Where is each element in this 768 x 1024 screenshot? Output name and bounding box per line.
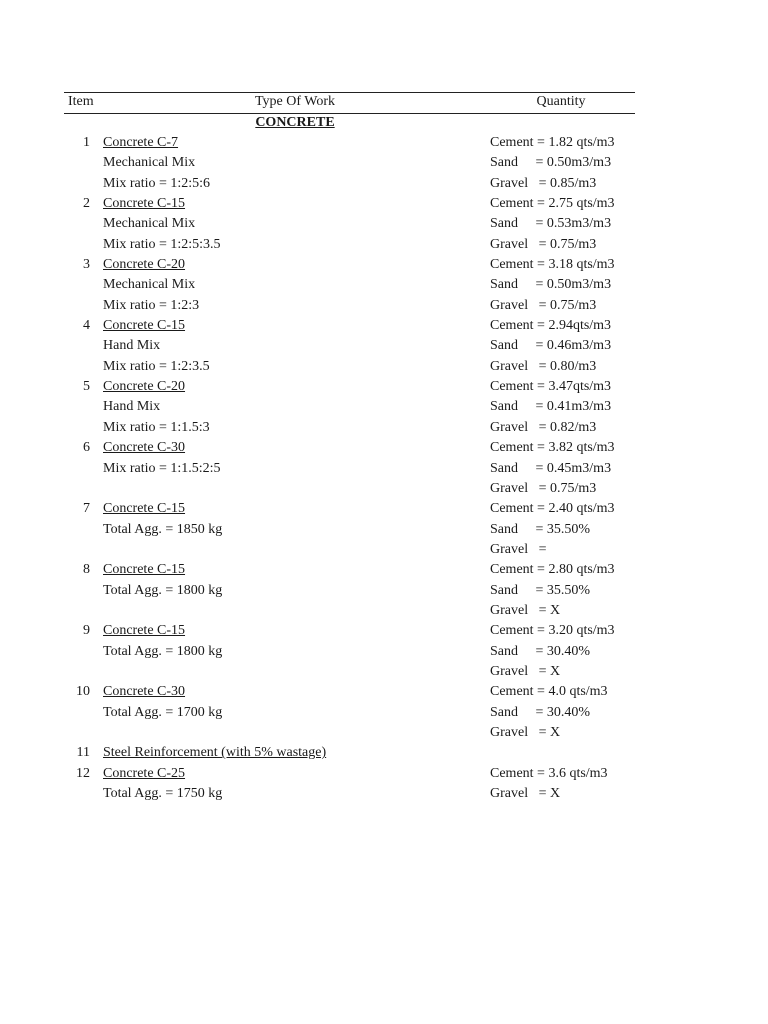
quantity-value: Gravel = 0.75/m3 [490,297,597,313]
item-number: 4 [83,318,90,334]
work-description: Total Agg. = 1700 kg [103,704,223,720]
work-description: Concrete C-20 [103,257,186,273]
table-row [0,153,768,173]
quantity-value: Sand = 0.50m3/m3 [490,277,612,293]
work-description: Total Agg. = 1750 kg [103,786,223,801]
table-row [0,540,768,560]
work-description: Total Agg. = 1800 kg [103,643,223,659]
work-description: Mechanical Mix [103,216,196,232]
header-item: Item [68,94,94,109]
table-row [0,499,768,519]
table-row [0,316,768,336]
work-description: Concrete C-30 [103,440,186,456]
quantity-value: Sand = 35.50% [490,582,591,598]
quantity-value: Sand = 0.45m3/m3 [490,460,612,476]
quantity-value: Gravel = 0.80/m3 [490,358,597,374]
quantity-value: Cement = 2.40 qts/m3 [490,501,615,517]
table-row [0,174,768,194]
table-row [0,235,768,255]
quantity-value: Sand = 0.41m3/m3 [490,399,612,415]
item-number: 1 [83,135,90,150]
work-description: Concrete C-15 [103,623,186,639]
quantity-value: Cement = 3.20 qts/m3 [490,623,615,639]
work-description: Mix ratio = 1:1.5:2:5 [103,460,221,476]
work-description: Concrete C-30 [103,684,186,700]
table-row [0,418,768,438]
header-quantity: Quantity [536,94,586,109]
section-title: CONCRETE [255,115,335,130]
table-row [0,336,768,356]
quantity-value: Gravel = X [490,602,561,618]
quantity-value: Gravel = X [490,786,561,801]
item-number: 2 [83,196,90,212]
work-description: Concrete C-25 [103,765,186,781]
quantity-value: Gravel = X [490,724,561,740]
item-number: 3 [83,257,90,273]
table-row [0,601,768,621]
item-number: 8 [83,562,90,578]
table-row [0,682,768,702]
quantity-value: Cement = 3.18 qts/m3 [490,257,615,273]
item-number: 5 [83,379,90,395]
work-description: Mix ratio = 1:2:3.5 [103,358,210,374]
header-type-of-work: Type Of Work [254,94,336,109]
quantity-value: Cement = 2.80 qts/m3 [490,562,615,578]
table-row [0,194,768,214]
quantity-value: Gravel = X [490,663,561,679]
table-row [0,784,768,804]
table-row [0,133,768,153]
quantity-value: Gravel = 0.85/m3 [490,175,597,191]
quantity-value: Cement = 4.0 qts/m3 [490,684,608,700]
quantity-value: Cement = 3.6 qts/m3 [490,765,608,781]
table-row [0,560,768,580]
item-number: 6 [83,440,90,456]
table-row [0,520,768,540]
quantity-value: Sand = 0.50m3/m3 [490,155,612,171]
table-row [0,703,768,723]
work-description: Concrete C-7 [103,135,179,150]
item-number: 7 [83,501,90,517]
quantity-value: Gravel = [490,541,547,557]
work-description: Hand Mix [103,399,161,415]
table-row [0,438,768,458]
table-row [0,296,768,316]
table-row [0,662,768,682]
item-number: 9 [83,623,90,639]
quantity-value: Cement = 3.82 qts/m3 [490,440,615,456]
table-row [0,764,768,784]
table-body [0,133,768,804]
quantity-value: Sand = 30.40% [490,643,591,659]
quantity-value: Gravel = 0.82/m3 [490,419,597,435]
work-description: Total Agg. = 1800 kg [103,582,223,598]
table-row [0,397,768,417]
table-row [0,275,768,295]
quantity-value: Sand = 30.40% [490,704,591,720]
work-description: Mechanical Mix [103,155,196,171]
quantity-value: Gravel = 0.75/m3 [490,236,597,252]
work-description: Concrete C-15 [103,196,186,212]
quantity-value: Sand = 0.46m3/m3 [490,338,612,354]
work-description: Hand Mix [103,338,161,354]
quantity-value: Sand = 0.53m3/m3 [490,216,612,232]
item-number: 10 [76,684,90,700]
table-row [0,479,768,499]
work-description: Concrete C-20 [103,379,186,395]
work-description: Mix ratio = 1:1.5:3 [103,419,210,435]
table-row [0,357,768,377]
table-row [0,723,768,743]
work-description: Concrete C-15 [103,501,186,517]
item-number: 12 [76,765,90,781]
table-row [0,214,768,234]
work-description: Mix ratio = 1:2:3 [103,297,200,313]
table-row [0,621,768,641]
work-description: Total Agg. = 1850 kg [103,521,223,537]
table-row [0,459,768,479]
work-description: Mechanical Mix [103,277,196,293]
work-description: Mix ratio = 1:2:5:3.5 [103,236,221,252]
quantity-value: Cement = 3.47qts/m3 [490,379,612,395]
table-row [0,255,768,275]
table-row [0,743,768,763]
work-description: Concrete C-15 [103,562,186,578]
item-number: 11 [76,745,90,761]
quantity-value: Cement = 2.94qts/m3 [490,318,612,334]
work-description: Mix ratio = 1:2:5:6 [103,175,211,191]
table-row [0,642,768,662]
quantity-value: Cement = 1.82 qts/m3 [490,135,615,150]
table-row [0,377,768,397]
quantity-value: Cement = 2.75 qts/m3 [490,196,615,212]
table-row [0,581,768,601]
work-description: Steel Reinforcement (with 5% wastage) [103,745,327,761]
quantity-value: Sand = 35.50% [490,521,591,537]
work-description: Concrete C-15 [103,318,186,334]
quantity-value: Gravel = 0.75/m3 [490,480,597,496]
